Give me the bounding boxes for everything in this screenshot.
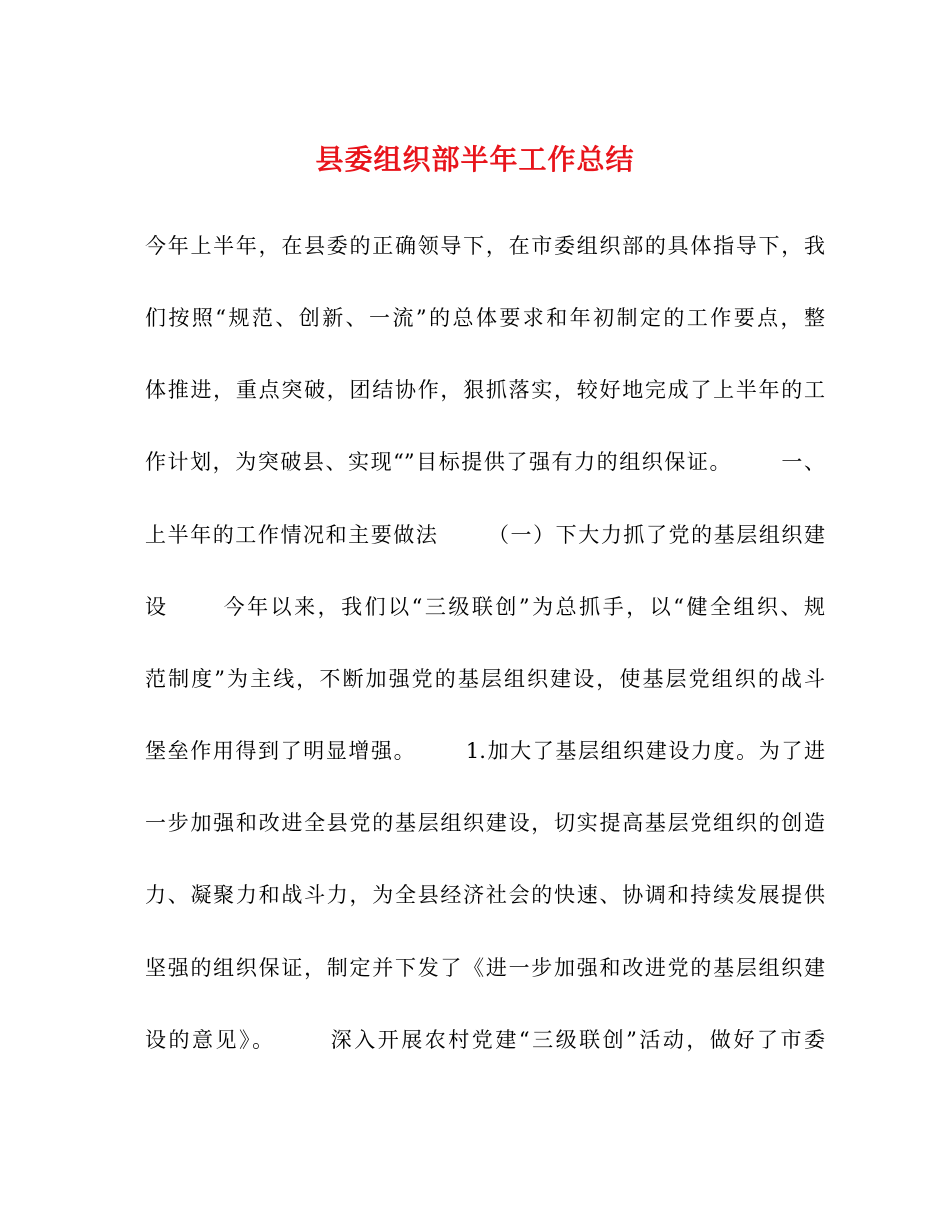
body-line: 今年上半年，在县委的正确领导下，在市委组织部的具体指导下，我 (145, 234, 825, 258)
document-title: 县委组织部半年工作总结 (315, 143, 635, 176)
body-line: 上半年的工作情况和主要做法 （一）下大力抓了党的基层组织建 (145, 523, 825, 547)
body-line: 体推进，重点突破，团结协作，狠抓落实，较好地完成了上半年的工 (145, 378, 825, 402)
body-line: 作计划，为突破县、实现“”目标提供了强有力的组织保证。 一、 (145, 450, 825, 474)
body-line: 范制度”为主线，不断加强党的基层组织建设，使基层党组织的战斗 (145, 667, 825, 691)
body-line: 堡垒作用得到了明显增强。 1.加大了基层组织建设力度。为了进 (145, 739, 825, 763)
body-line: 坚强的组织保证，制定并下发了《进一步加强和改进党的基层组织建 (145, 956, 825, 980)
body-line: 一步加强和改进全县党的基层组织建设，切实提高基层党组织的创造 (145, 811, 825, 835)
body-line: 力、凝聚力和战斗力，为全县经济社会的快速、协调和持续发展提供 (145, 883, 825, 907)
body-line: 设的意见》。 深入开展农村党建“三级联创”活动，做好了市委 (145, 1028, 825, 1052)
body-line: 们按照“规范、创新、一流”的总体要求和年初制定的工作要点，整 (145, 306, 825, 330)
body-line: 设 今年以来，我们以“三级联创”为总抓手，以“健全组织、规 (145, 595, 825, 619)
